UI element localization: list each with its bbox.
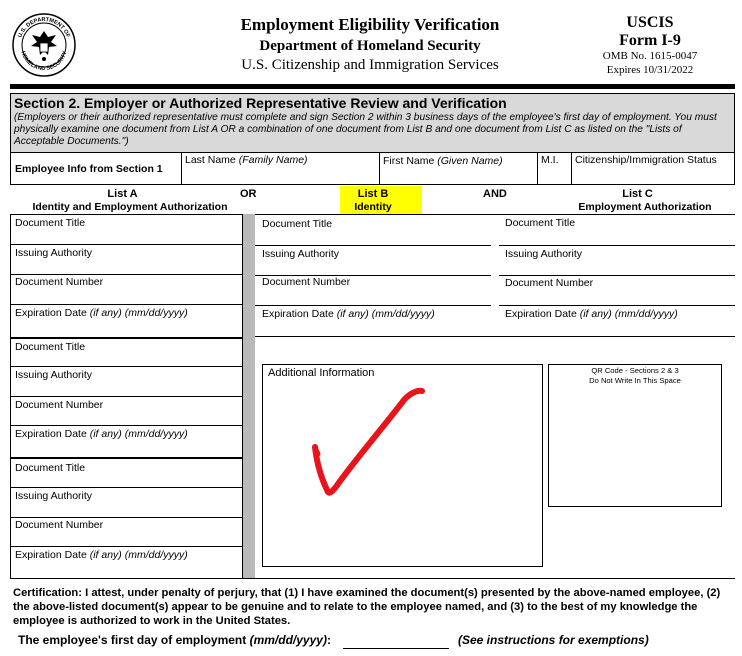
field-hint: (if any) (mm/dd/yyyy) <box>89 549 188 561</box>
list-a-doc-number-2[interactable] <box>10 396 242 426</box>
list-c-subheading: Employment Authorization <box>578 201 712 213</box>
list-a-separator <box>243 214 255 578</box>
list-b-expiration[interactable] <box>255 305 491 335</box>
list-a-expiration-3[interactable] <box>10 546 242 578</box>
seal-text-bottom: HOMELAND SECURITY <box>19 50 69 73</box>
dhs-seal <box>12 13 76 77</box>
field-hint: (if any) (mm/dd/yyyy) <box>89 428 188 440</box>
list-b-doc-number[interactable] <box>255 275 491 305</box>
field-label: Expiration Date <box>262 308 337 320</box>
seal-text-top: U.S. DEPARTMENT OF <box>17 16 71 39</box>
agency-name: U.S. Citizenship and Immigration Services <box>241 57 499 73</box>
list-a-doc-number-1[interactable] <box>10 274 242 304</box>
list-a-heading: List A <box>107 188 138 200</box>
field-label: Document Number <box>505 277 594 289</box>
field-label: Issuing Authority <box>15 369 93 381</box>
field-label: Expiration Date <box>15 307 90 319</box>
field-label: Document Number <box>262 276 351 288</box>
last-name-field[interactable] <box>185 154 308 166</box>
qr-line-1: QR Code - Sections 2 & 3 <box>591 366 679 375</box>
or-label: OR <box>240 188 257 200</box>
first-day-label-text: The employee's first day of employment <box>18 633 250 647</box>
field-label: Document Title <box>505 217 576 229</box>
form-title: Employment Eligibility Verification <box>240 15 500 34</box>
list-b-doc-title[interactable] <box>255 214 491 244</box>
list-a-issuing-authority-1[interactable] <box>10 244 242 274</box>
additional-information-label: Additional Information <box>268 367 375 379</box>
expiration-notice: Expires 10/31/2022 <box>606 64 694 76</box>
list-a-issuing-authority-3[interactable] <box>10 487 242 517</box>
field-label: Expiration Date <box>15 549 90 561</box>
field-label: Document Number <box>15 276 104 288</box>
list-b-subheading: Identity <box>354 201 392 213</box>
qr-line-2: Do Not Write In This Space <box>589 376 681 385</box>
dhs-seal-icon <box>12 13 76 77</box>
employee-info-row <box>10 152 735 185</box>
first-day-label <box>18 633 331 647</box>
first-day-colon: : <box>326 633 331 647</box>
field-label: Document Number <box>15 519 104 531</box>
field-label: Issuing Authority <box>15 247 93 259</box>
first-day-hint: (mm/dd/yyyy) <box>249 633 327 647</box>
first-name-hint: (Given Name) <box>437 155 503 167</box>
list-a-doc-title-3[interactable] <box>10 459 242 487</box>
last-name-label: Last Name <box>185 154 239 166</box>
list-c-doc-number[interactable] <box>499 275 735 305</box>
checkmark-icon <box>300 380 440 505</box>
field-label: Issuing Authority <box>505 248 583 260</box>
first-day-input[interactable] <box>343 632 449 646</box>
list-a-issuing-authority-2[interactable] <box>10 366 242 396</box>
section2-title: Section 2. Employer or Authorized Representative Review and Verification <box>14 95 507 111</box>
list-c-doc-title[interactable] <box>499 214 735 244</box>
qr-code-area <box>548 364 722 507</box>
field-label: Expiration Date <box>505 308 580 320</box>
field-label: Expiration Date <box>15 428 90 440</box>
certification-text: Certification: I attest, under penalty of perjury, that (1) I have examined the document(s) presented by the above-named employee, (2) the above-listed document(s) appear to be genuine and to relate to the employee named, and (3) to the best of my knowledge the employee is authorized to work in the United States. <box>13 587 721 627</box>
list-a-doc-title-2[interactable] <box>10 339 242 367</box>
list-a-expiration-1[interactable] <box>10 304 242 338</box>
field-label: Document Number <box>15 399 104 411</box>
list-a-doc-number-3[interactable] <box>10 517 242 546</box>
omb-number: OMB No. 1615-0047 <box>602 50 698 62</box>
employee-info-label: Employee Info from Section 1 <box>15 163 163 175</box>
exemptions-note: (See instructions for exemptions) <box>458 633 649 647</box>
list-a-subheading: Identity and Employment Authorization <box>32 201 228 213</box>
form-id: Form I-9 <box>619 32 681 49</box>
field-hint: (if any) (mm/dd/yyyy) <box>89 307 188 319</box>
list-b-heading: List B <box>357 188 389 200</box>
list-c-expiration[interactable] <box>499 305 735 335</box>
field-label: Issuing Authority <box>262 248 340 260</box>
field-hint: (if any) (mm/dd/yyyy) <box>336 308 435 320</box>
field-label: Document Title <box>15 217 86 229</box>
middle-initial-field[interactable]: M.I. <box>541 154 559 166</box>
field-label: Document Title <box>15 341 86 353</box>
first-name-label: First Name <box>383 155 438 167</box>
section2-header <box>10 93 735 153</box>
uscis-label: USCIS <box>626 14 674 31</box>
field-label: Issuing Authority <box>15 490 93 502</box>
and-label: AND <box>483 188 507 200</box>
last-name-hint: (Family Name) <box>238 154 308 166</box>
first-name-field[interactable] <box>383 155 503 167</box>
citizenship-status-field[interactable]: Citizenship/Immigration Status <box>575 154 717 166</box>
list-c-heading: List C <box>622 188 653 200</box>
section2-instructions: (Employers or their authorized representative must complete and sign Section 2 within 3 business days of the employee's first day of employment. You must physically examine one document from List A OR a combination of one document from List B and one document from List C as listed on the "Lists of Acceptable Documents.") <box>14 112 717 147</box>
list-c-issuing-authority[interactable] <box>499 245 735 275</box>
department-name: Department of Homeland Security <box>259 38 481 54</box>
field-hint: (if any) (mm/dd/yyyy) <box>579 308 678 320</box>
field-label: Document Title <box>262 218 333 230</box>
list-b-issuing-authority[interactable] <box>255 245 491 275</box>
list-a-expiration-2[interactable] <box>10 425 242 458</box>
list-a-doc-title-1[interactable] <box>10 214 242 244</box>
header-divider <box>10 84 735 89</box>
field-label: Document Title <box>15 462 86 474</box>
